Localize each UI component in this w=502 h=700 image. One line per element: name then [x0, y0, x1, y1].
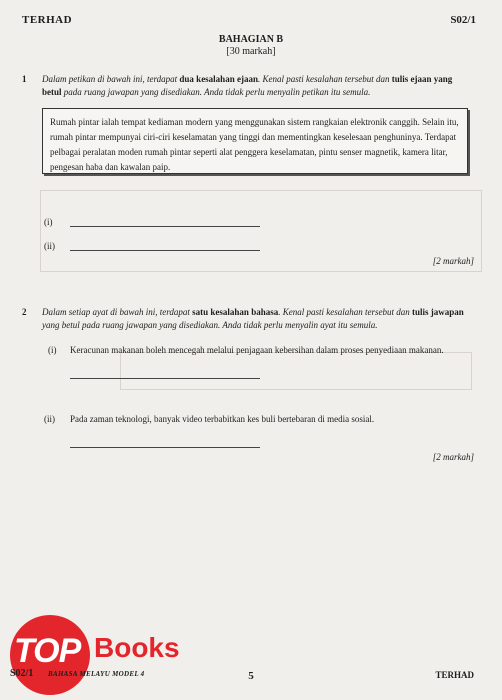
question-2-marks: [2 markah] — [432, 452, 474, 462]
question-2-number: 2 — [22, 307, 27, 317]
question-2-item-1-text: Keracunan makanan boleh mencegah melalui penjagaan kebersihan dalam proses penyediaan makanan. — [70, 345, 444, 355]
question-1-number: 1 — [22, 74, 27, 84]
bleed-through-box — [120, 352, 472, 390]
question-1-marks: [2 markah] — [432, 256, 474, 266]
question-2-item-1-label: (i) — [48, 345, 57, 355]
question-2-answer-line-1[interactable] — [70, 377, 260, 379]
question-1-passage: Rumah pintar ialah tempat kediaman modern yang menggunakan sistem rangkaian elektronik canggih. Selain itu, rumah pintar mempunyai ciri-ciri keselamatan yang tinggi dan mementingkan keselesaan penghuninya. Terdapat pelbagai peralatan moden rumah pintar seperti alat penggera keselamatan, pintu senser magnetik, kamera litar, pengesan haba dan kawalan paip. — [42, 108, 468, 174]
question-2-item-2-text: Pada zaman teknologi, banyak video terbabitkan kes buli bertebaran di media sosial. — [70, 414, 375, 424]
topbooks-logo-books: Books — [94, 632, 180, 663]
question-2-answer-line-2[interactable] — [70, 446, 260, 448]
answer-label-1: (i) — [44, 217, 53, 227]
question-1-instructions: Dalam petikan di bawah ini, terdapat dua kesalahan ejaan. Kenal pasti kesalahan tersebut dan tulis ejaan yang betul pada ruang jawapan yang disediakan. Anda tidak perlu menyalin petikan itu semula. — [42, 74, 453, 97]
question-2-item-2-label: (ii) — [44, 414, 55, 424]
footer-classification: TERHAD — [435, 670, 474, 680]
question-2-instructions: Dalam setiap ayat di bawah ini, terdapat satu kesalahan bahasa. Kenal pasti kesalahan tersebut dan tulis jawapan yang betul pada ruang jawapan yang disediakan. Anda tidak perlu menyalin ayat itu semula. — [42, 307, 464, 330]
section-marks: [30 markah] — [226, 46, 276, 57]
header-paper-code: S02/1 — [450, 14, 476, 26]
section-title: BAHAGIAN B — [218, 34, 284, 45]
answer-line-2[interactable] — [70, 249, 260, 251]
page-number: 5 — [248, 670, 254, 682]
topbooks-logo-top: TOP — [14, 632, 81, 670]
footer-paper-code: S02/1 — [10, 668, 34, 679]
answer-line-1[interactable] — [70, 225, 260, 227]
bleed-through-box — [40, 190, 482, 272]
header-classification: TERHAD — [22, 14, 73, 26]
answer-label-2: (ii) — [44, 241, 55, 251]
footer-subject: BAHASA MELAYU MODEL 4 — [48, 670, 145, 678]
